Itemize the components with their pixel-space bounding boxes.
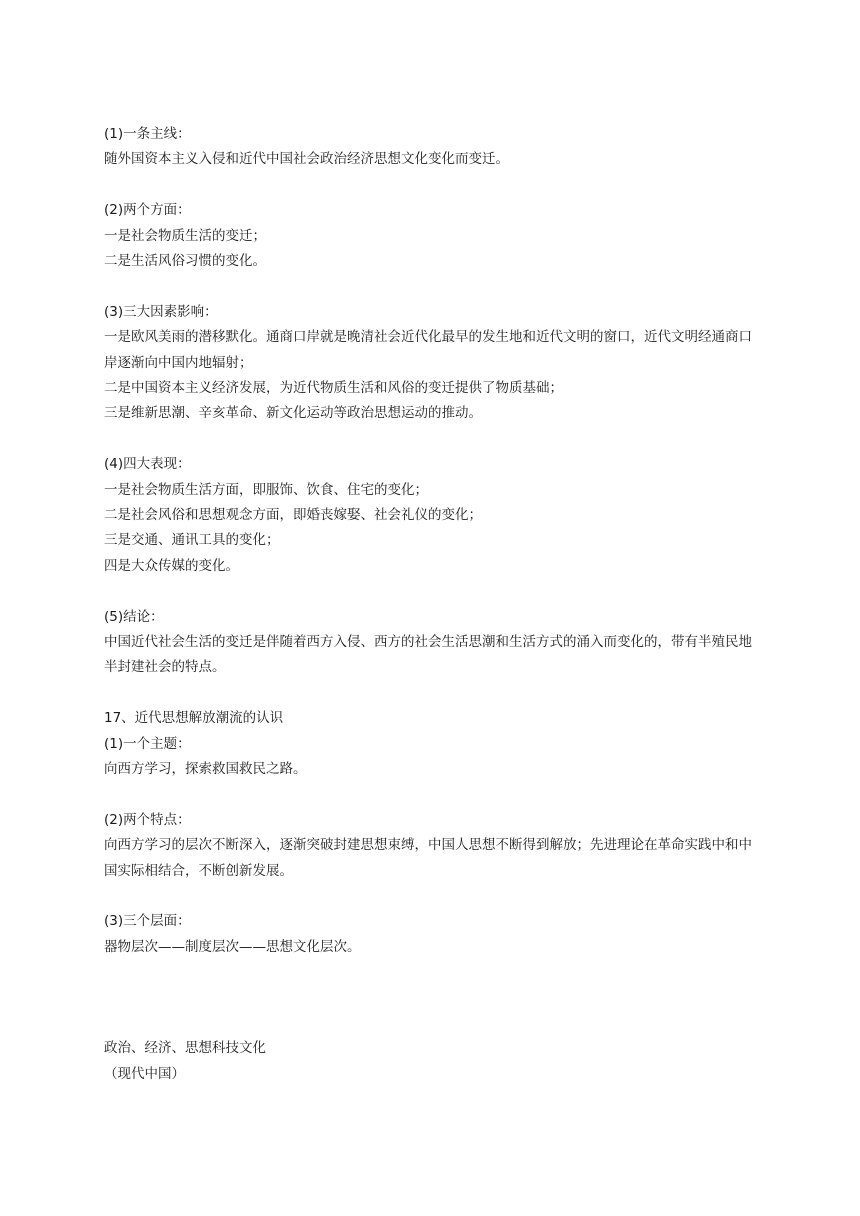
paragraph-line: 四是大众传媒的变化。 bbox=[104, 557, 239, 574]
paragraph-line: 器物层次——制度层次——思想文化层次。 bbox=[104, 938, 361, 955]
paragraph-line: 随外国资本主义入侵和近代中国社会政治经济思想文化变化而变迁。 bbox=[104, 151, 509, 168]
heading-two-features: (2)两个特点： bbox=[104, 811, 191, 828]
blank-line bbox=[104, 782, 764, 807]
blank-line bbox=[104, 681, 764, 706]
blank-line bbox=[104, 427, 764, 452]
paragraph-line: 三是维新思潮、辛亥革命、新文化运动等政治思想运动的推动。 bbox=[104, 405, 482, 422]
blank-line bbox=[104, 274, 764, 299]
paragraph-line: 一是社会物质生活的变迁； bbox=[104, 227, 266, 244]
heading-three-levels: (3)三个层面： bbox=[104, 913, 191, 930]
paragraph-line: 二是社会风俗和思想观念方面，即婚丧嫁娶、社会礼仪的变化； bbox=[104, 507, 482, 524]
section-title-modern: 政治、经济、思想科技文化 bbox=[104, 1040, 266, 1057]
paragraph-line: 二是生活风俗习惯的变化。 bbox=[104, 253, 266, 270]
blank-gap bbox=[104, 960, 764, 1036]
blank-line bbox=[104, 579, 764, 604]
paragraph-line: 二是中国资本主义经济发展，为近代物质生活和风俗的变迁提供了物质基础； bbox=[104, 380, 563, 397]
blank-line bbox=[104, 173, 764, 198]
heading-main-line: (1)一条主线： bbox=[104, 126, 191, 142]
paragraph-line: 一是欧风美雨的潜移默化。通商口岸就是晚清社会近代化最早的发生地和近代文明的窗口，近代文明经通商口岸逐渐向中国内地辐射； bbox=[104, 329, 752, 371]
paragraph-line: 向西方学习，探索救国救民之路。 bbox=[104, 761, 307, 778]
heading-one-theme: (1)一个主题： bbox=[104, 735, 191, 752]
heading-conclusion: (5)结论： bbox=[104, 608, 164, 625]
section-subtitle-modern-china: （现代中国） bbox=[104, 1065, 185, 1082]
heading-three-factors: (3)三大因素影响： bbox=[104, 303, 218, 320]
heading-two-aspects: (2)两个方面： bbox=[104, 202, 191, 219]
paragraph-line: 中国近代社会生活的变迁是伴随着西方入侵、西方的社会生活思潮和生活方式的涌入而变化的，带有半殖民地半封建社会的特点。 bbox=[104, 634, 752, 676]
paragraph-line: 一是社会物质生活方面，即服饰、饮食、住宅的变化； bbox=[104, 481, 428, 498]
paragraph-line: 三是交通、通讯工具的变化； bbox=[104, 532, 280, 549]
document-body bbox=[104, 122, 764, 1087]
blank-line bbox=[104, 884, 764, 909]
paragraph-line: 向西方学习的层次不断深入，逐渐突破封建思想束缚，中国人思想不断得到解放；先进理论在革命实践中和中国实际相结合，不断创新发展。 bbox=[104, 837, 752, 879]
heading-four-manifestations: (4)四大表现： bbox=[104, 456, 191, 473]
section-title-17: 17、近代思想解放潮流的认识 bbox=[104, 710, 284, 727]
